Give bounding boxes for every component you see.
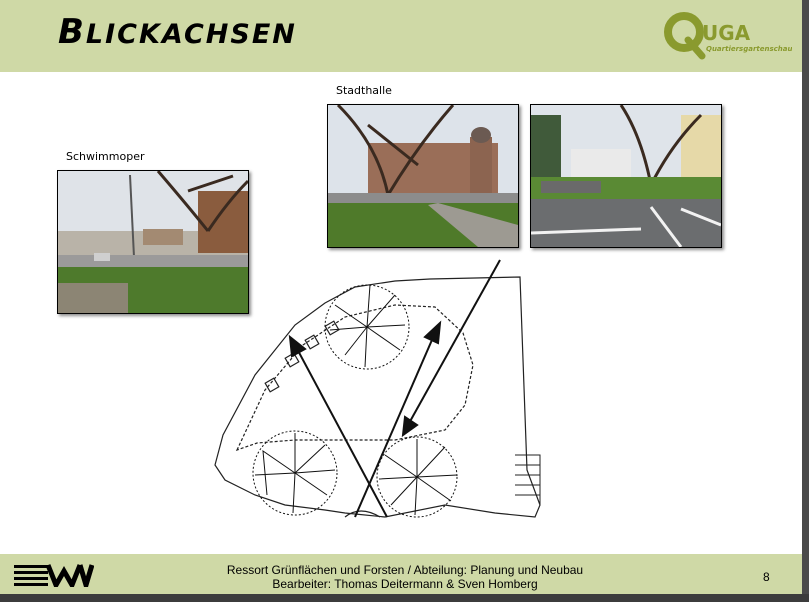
slide-header <box>0 0 802 72</box>
logo-subtitle: Quartiersgartenschau <box>706 45 792 53</box>
quga-logo <box>662 10 792 60</box>
photo-street <box>530 104 722 248</box>
logo-text: UGA <box>702 21 751 45</box>
slide-footer <box>0 554 802 594</box>
tree-bottom-left <box>253 431 337 515</box>
photo-stadthalle <box>327 104 519 248</box>
photo-label-schwimmoper: Schwimmoper <box>66 150 145 163</box>
footer-line-1: Ressort Grünflächen und Forsten / Abteilung: Planung und Neubau <box>226 563 584 577</box>
footer-credits <box>180 563 630 591</box>
page-number: 8 <box>763 570 770 584</box>
window-right-edge <box>802 0 809 602</box>
wuppertal-logo <box>14 563 94 587</box>
photo-label-stadthalle: Stadthalle <box>336 84 392 97</box>
garden-plan-sketch <box>195 255 575 535</box>
footer-line-2: Bearbeiter: Thomas Deitermann & Sven Homberg <box>272 577 538 591</box>
window-bottom-edge <box>0 594 809 602</box>
slide-title: BLICKACHSEN <box>58 12 297 52</box>
